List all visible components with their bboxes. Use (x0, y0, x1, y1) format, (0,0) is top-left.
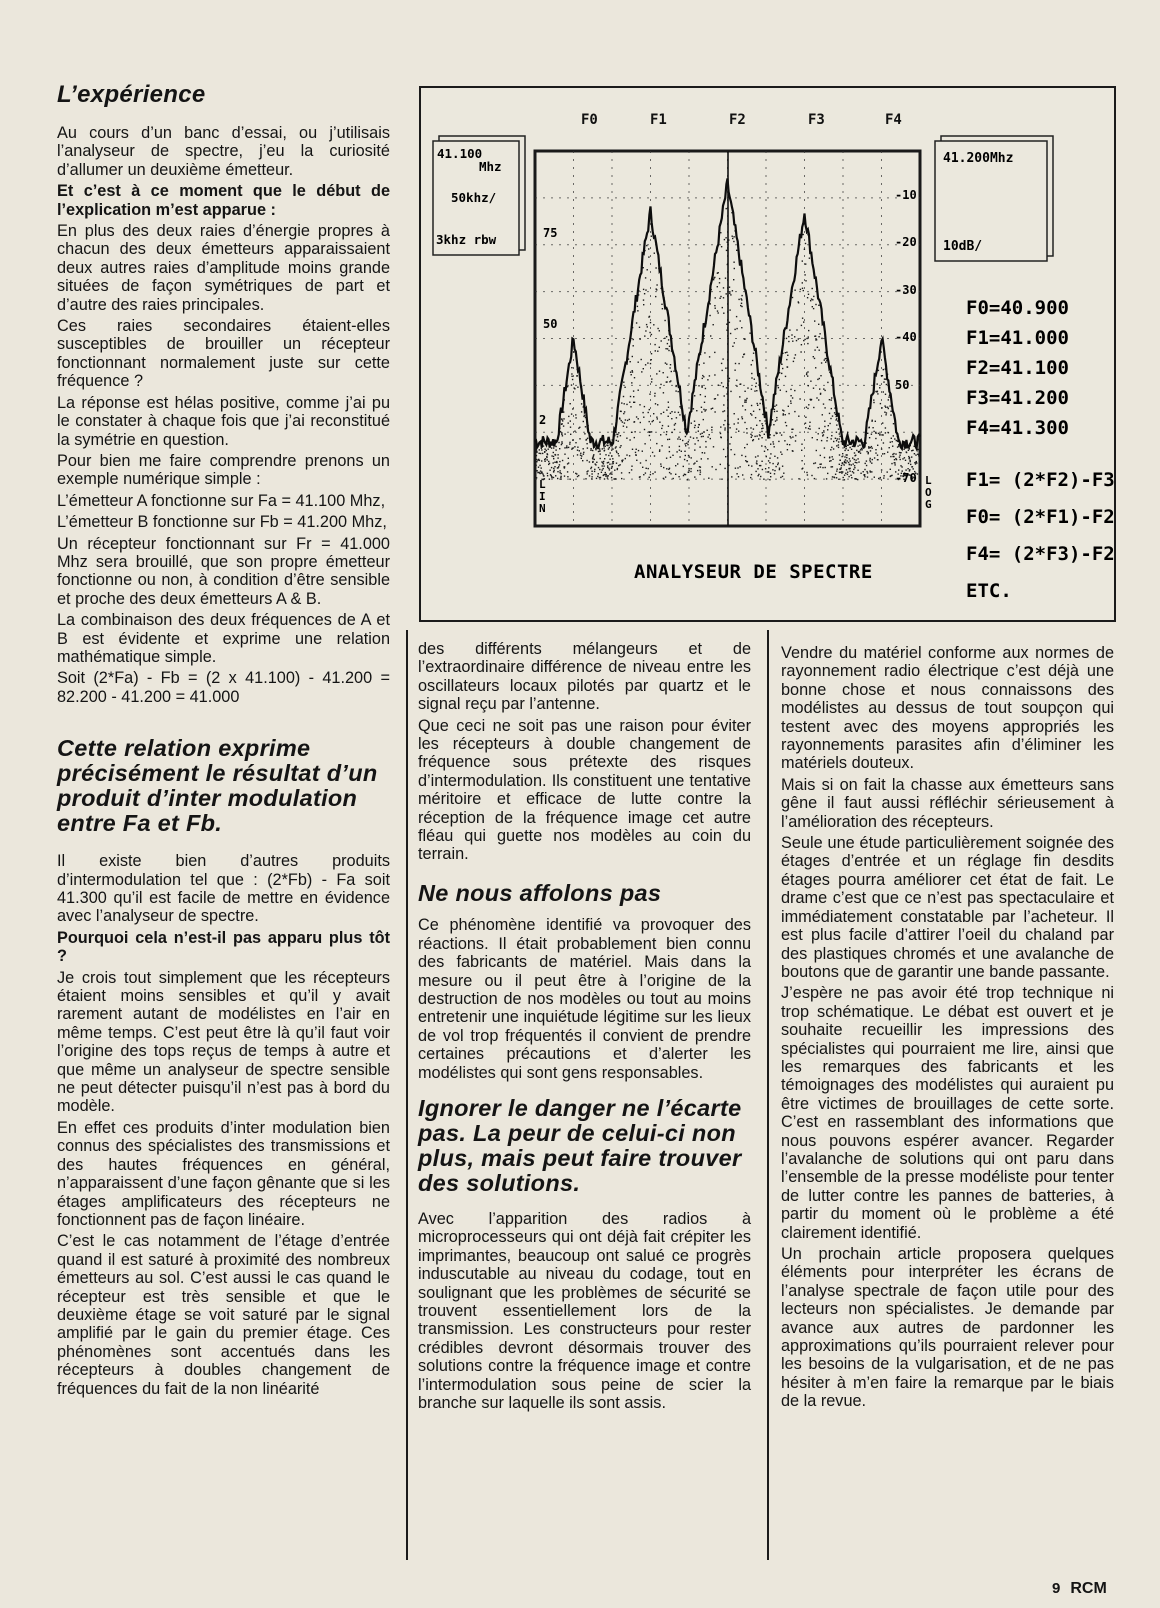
formula-line: F1= (2*F2)-F3 (966, 469, 1115, 491)
db-scale-label: -10 (895, 188, 917, 202)
paragraph: Pour bien me faire comprendre prenons un exemple numérique simple : (57, 451, 390, 489)
page-footer (1052, 1580, 1107, 1598)
paragraph: Je crois tout simplement que les récepteurs étaient moins sensibles et qu’il y avait rarement autant de modélistes en l’air en même temps. C’est peut être là qu’il faut voir l’origine des tops reçus de temps à autre et que même un analyseur de spectre sensible ne peut détecter puisqu’il n’est pas à bord du modèle. (57, 968, 390, 1116)
paragraph: Soit (2*Fa) - Fb = (2 x 41.100) - 41.200 = 82.200 - 41.200 = 41.000 (57, 669, 390, 706)
spectrum-analyzer-diagram (421, 88, 1118, 624)
log-label: L O G (925, 474, 932, 511)
paragraph: La combinaison des deux fréquences de A et B est évidente et exprime une relation mathématique simple. (57, 611, 390, 666)
ref-freq-label: 41.200Mhz (943, 151, 1014, 166)
paragraph: des différents mélangeurs et de l’extraordinaire différence de niveau entre les oscillateurs locaux pilotés par quartz et le signal reçu par l’antenne. (418, 640, 751, 714)
db-scale-label: -40 (895, 330, 917, 344)
marker-label-f3: F3 (808, 112, 825, 128)
section-title-danger: Ignorer le danger ne l’écarte pas. La peur de celui-ci non plus, mais peut faire trouver des solutions. (418, 1094, 742, 1196)
lin-label: L I N (539, 478, 546, 515)
column-divider (406, 630, 408, 1560)
db-scale-label: -20 (895, 235, 917, 249)
paragraph: C’est le cas notamment de l’étage d’entrée quand il est saturé à proximité des nombreux émetteurs au sol. C’est aussi le cas quand le récepteur est très sensible et que le deuxième étage se voit saturé par le signal amplifié par le gain du premier étage. Ces phénomènes sont accentués dans les récepteurs à doubles changement de fréquences du fait de la non linéarité (57, 1232, 390, 1398)
column2-body-3 (418, 1210, 751, 1412)
paragraph: Ce phénomène identifié va provoquer des réactions. Il était probablement bien connu des fabricants de matériel. Mais dans la mesure ou il peut être à l’origine de la destruction de nos modèles ou tout au moins entretenir une inquiétude légitime sur les lieux de vol trop fréquentés il convient de prendre certaines précautions et d’alerter les modélistes qui sont gens responsables. (418, 916, 751, 1082)
column3-body (781, 644, 1114, 1411)
scale-label: 10dB/ (943, 239, 983, 254)
paragraph: Et c’est à ce moment que le début de l’explication m’est apparue : (57, 182, 390, 219)
section-title-experience: L’expérience (57, 81, 206, 108)
db-scale-label: -30 (895, 283, 917, 297)
right-settings-box (935, 136, 1053, 261)
left-scale-75: 75 (543, 226, 558, 240)
marker-label-f0: F0 (581, 112, 598, 128)
paragraph: Pourquoi cela n’est-il pas apparu plus tôt ? (57, 928, 390, 966)
frequency-value: F2=41.100 (966, 357, 1069, 379)
paragraph: Mais si on fait la chasse aux émetteurs sans gêne il faut aussi réfléchir sérieusement à l’amélioration des récepteurs. (781, 775, 1114, 831)
db-scale-label: 50 (895, 378, 910, 392)
section1-body (57, 124, 390, 706)
paragraph: L’émetteur B fonctionne sur Fb = 41.200 Mhz, (57, 513, 387, 532)
marker-label-f2: F2 (729, 112, 746, 128)
paragraph: L’émetteur A fonctionne sur Fa = 41.100 Mhz, (57, 491, 386, 510)
left-settings-box (433, 136, 525, 255)
paragraph: Que ceci ne soit pas une raison pour éviter les récepteurs à double changement de fréquence sous prétexte des risques d’intermodulation. Ils constituent une tentative méritoire et efficace de lutte contre la réception de la fréquence image cet autre fléau qui guette nos modèles au coin du terrain. (418, 716, 751, 864)
marker-label-f4: F4 (885, 112, 902, 128)
column2-body (418, 640, 751, 864)
left-scale-2: 2 (539, 413, 547, 427)
paragraph: Il existe bien d’autres produits d’intermodulation tel que : (2*Fb) - Fa soit 41.300 qu’il est facile de mettre en évidence avec l’analyseur de spectre. (57, 852, 390, 926)
formula-list (966, 469, 1115, 602)
rbw-label: 3khz rbw (436, 232, 497, 247)
marker-label-f1: F1 (650, 112, 667, 128)
column-3 (781, 644, 1114, 1414)
publication-name: RCM (1070, 1580, 1107, 1597)
paragraph: En plus des deux raies d’énergie propres à chacun des deux émetteurs apparaissaient deux autres raies d’amplitude moins grande situées de façon symétriques de part et d’autre des raies principales. (57, 222, 390, 314)
paragraph: Au cours d’un banc d’essai, ou j’utilisais l’analyseur de spectre, j’eu la curiosité d’allumer un deuxième émetteur. (57, 124, 390, 179)
paragraph: Un prochain article proposera quelques éléments pour interpréter les écrans de l’analyse spectrale de façon utile pour des lecteurs non spécialistes. Je demande par avance aux autres de pardonner les approximations qu’ils pourraient relever pour les besoins de la vulgarisation, et de ne pas hésiter à m’en faire la remarque par le biais de la revue. (781, 1245, 1114, 1411)
section-title-affolons: Ne nous affolons pas (418, 879, 662, 906)
paragraph: Vendre du matériel conforme aux normes de rayonnement radio électrique c’est déjà une bonne chose et nous connaissons des modélistes au dessus de tout soupçon qui testent avec des moyens appropriés les rayonnements parasites afin d’éliminer les matériels douteux. (781, 644, 1114, 773)
paragraph: Ces raies secondaires étaient-elles susceptibles de brouiller un récepteur fonctionnant normalement juste sur cette fréquence ? (57, 317, 390, 391)
center-freq-label: 41.100 (437, 146, 483, 161)
frequency-list (966, 297, 1069, 439)
figure-caption: ANALYSEUR DE SPECTRE (634, 561, 873, 583)
paragraph: Avec l’apparition des radios à microprocesseurs qui ont déjà fait crépiter les imprimantes, beaucoup ont salué ce progrès induscutable au niveau du codage, tout en soulignant que les problèmes de sécurité se trouvent essentiellement lors de la transmission. Les constructeurs pour rester crédibles devront désormais trouver des solutions contre la fréquence image et contre l’intermodulation sous peine de scier la branche sur laquelle ils sont assis. (418, 1209, 751, 1412)
paragraph: Seule une étude particulièrement soignée des étages d’entrée et un réglage fin desdits étages pourra améliorer cet état de fait. Le drame c’est que ce n’est pas spectaculaire et immédiatement constatable par l’acheteur. Il est plus facile d’attirer l’oeil du chaland par des plastiques chromés et une avalanche de boutons que de garantir une bande passante. (781, 834, 1114, 981)
db-scale-label: -70 (895, 471, 917, 485)
frequency-value: F0=40.900 (966, 297, 1069, 319)
column-1 (57, 81, 390, 1401)
section-title-relation: Cette relation exprime précisément le résultat d’un produit d’inter modulation entre Fa et Fb. (57, 735, 378, 837)
formula-line: F4= (2*F3)-F2 (966, 543, 1115, 565)
frequency-markers (581, 112, 902, 128)
frequency-value: F3=41.200 (966, 387, 1069, 409)
page-number: 9 (1052, 1580, 1061, 1597)
span-label: 50khz/ (451, 190, 497, 205)
section2-body (57, 852, 390, 1398)
formula-line: ETC. (966, 580, 1012, 602)
column-2 (418, 640, 751, 1415)
column2-body-2 (418, 916, 751, 1082)
column-divider (767, 630, 769, 1560)
frequency-value: F1=41.000 (966, 327, 1069, 349)
spectrum-analyzer-figure (419, 86, 1116, 622)
paragraph: J’espère ne pas avoir été trop technique ni trop schématique. Le débat est ouvert et je souhaite recueillir les impressions des spécialistes qui pourraient me lire, ainsi que les remarques des fabricants et les témoignages des modélistes qui auraient pu être victimes de brouillages de cette sorte. C’est en rassemblant des informations que nous pouvons espérer avancer. Regarder l’avalanche de solutions qui ont paru dans l’ensemble de la presse modéliste pour tenter de lutter contre les pannes de batteries, à partir du moment où le problème a été clairement identifié. (781, 984, 1114, 1242)
paragraph: La réponse est hélas positive, comme j’ai pu le constater à chaque fois que j’ai reconstitué la symétrie en question. (57, 393, 390, 449)
frequency-value: F4=41.300 (966, 417, 1069, 439)
paragraph: En effet ces produits d’inter modulation bien connus des spécialistes des transmissions et des hautes fréquences en général, n’apparaissent d’une façon gênante que si les étages amplificateurs des récepteurs ne fonctionnent pas de façon linéaire. (57, 1118, 390, 1229)
left-scale-50: 50 (543, 317, 558, 331)
paragraph: Un récepteur fonctionnant sur Fr = 41.000 Mhz sera brouillé, que son propre émetteur fonctionne ou non, à condition d’être sensible et proche des deux émetteurs A & B. (57, 534, 390, 608)
formula-line: F0= (2*F1)-F2 (966, 506, 1115, 528)
center-freq-unit: Mhz (479, 159, 502, 174)
